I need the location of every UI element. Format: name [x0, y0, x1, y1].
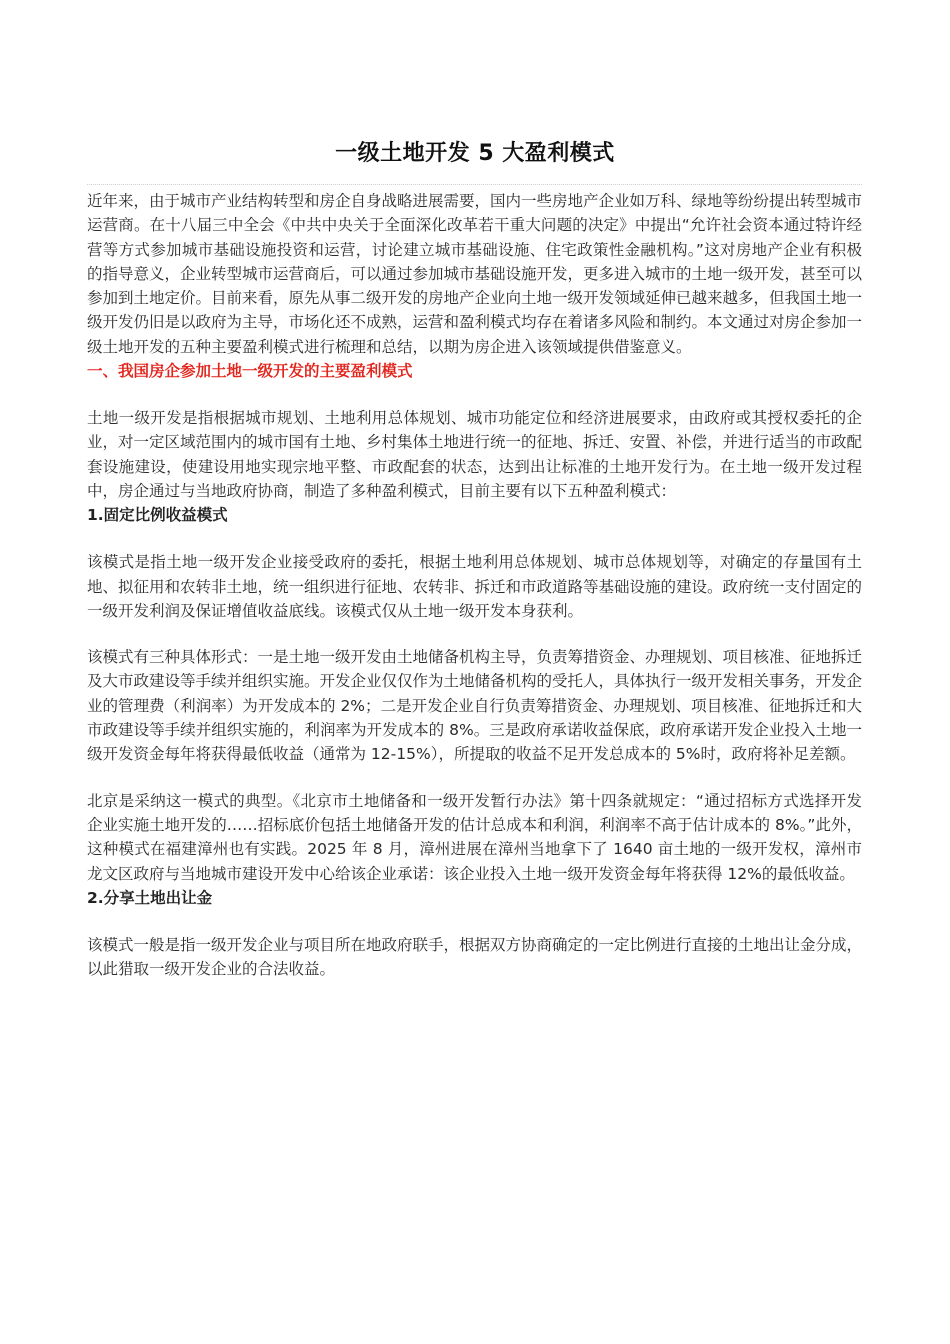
document-body — [87, 184, 862, 981]
mode-1-heading: 1.固定比例收益模式 — [87, 506, 228, 525]
section-1-heading: 一、我国房企参加土地一级开发的主要盈利模式 — [87, 362, 413, 381]
section-1-paragraph: 土地一级开发是指根据城市规划、土地利用总体规划、城市功能定位和经济进展要求，由政府或其授权委托的企业，对一定区域范围内的城市国有土地、乡村集体土地进行统一的征地、拆迁、安置、补偿，并进行适当的市政配套设施建设，使建设用地实现宗地平整、市政配套的状态，达到出让标准的土地开发行为。在土地一级开发过程中，房企通过与当地政府协商，制造了多种盈利模式，目前主要有以下五种盈利模式： — [87, 409, 863, 500]
mode-2-paragraph-1: 该模式一般是指一级开发企业与项目所在地政府联手，根据双方协商确定的一定比例进行直接的土地出让金分成，以此猎取一级开发企业的合法收益。 — [87, 935, 863, 979]
intro-paragraph: 近年来，由于城市产业结构转型和房企自身战略进展需要，国内一些房地产企业如万科、绿地等纷纷提出转型城市运营商。在十八届三中全会《中共中央关于全面深化改革若干重大问题的决定》中提出“允许社会资本通过特许经营等方式参加城市基础设施投资和运营，讨论建立城市基础设施、住宅政策性金融机构。”这对房地产企业有积极的指导意义，企业转型城市运营商后，可以通过参加城市基础设施开发，更多进入城市的土地一级开发，甚至可以参加到土地定价。目前来看，原先从事二级开发的房地产企业向土地一级开发领域延伸已越来越多，但我国土地一级开发仍旧是以政府为主导，市场化还不成熟，运营和盈利模式均存在着诸多风险和制约。本文通过对房企参加一级土地开发的五种主要盈利模式进行梳理和总结，以期为房企进入该领域提供借鉴意义。 — [87, 192, 863, 356]
mode-1-paragraph-1: 该模式是指土地一级开发企业接受政府的委托，根据土地利用总体规划、城市总体规划等，对确定的存量国有土地、拟征用和农转非土地，统一组织进行征地、农转非、拆迁和市政道路等基础设施的建设。政府统一支付固定的一级开发利润及保证增值收益底线。该模式仅从土地一级开发本身获利。 — [87, 553, 863, 620]
mode-1-paragraph-2: 该模式有三种具体形式：一是土地一级开发由土地储备机构主导，负责筹措资金、办理规划、项目核准、征地拆迁及大市政建设等手续并组织实施。开发企业仅仅作为土地储备机构的受托人，具体执行一级开发相关事务，开发企业的管理费（利润率）为开发成本的 2%；二是开发企业自行负责筹措资金、办理规划、项目核准、征地拆迁和大市政建设等手续并组织实施的，利润率为开发成本的 8%。三是政府承诺收益保底，政府承诺开发企业投入土地一级开发资金每年将获得最低收益（通常为 12-15%），所提取的收益不足开发总成本的 5%时，政府将补足差额。 — [87, 648, 863, 764]
mode-2-heading: 2.分享土地出让金 — [87, 888, 213, 907]
mode-1-paragraph-3: 北京是采纳这一模式的典型。《北京市土地储备和一级开发暂行办法》第十四条就规定：“通过招标方式选择开发企业实施土地开发的……招标底价包括土地储备开发的估计总成本和利润，利润率不高于估计成本的 8%。”此外，这种模式在福建漳州也有实践。2025 年 8 月，漳州进展在漳州当地拿下了 1640 亩土地的一级开发权，漳州市龙文区政府与当地城市建设开发中心给该企业承诺：该企业投入土地一级开发资金每年将获得 12%的最低收益。 — [87, 791, 862, 883]
document-title: 一级土地开发 5 大盈利模式 — [335, 141, 615, 166]
